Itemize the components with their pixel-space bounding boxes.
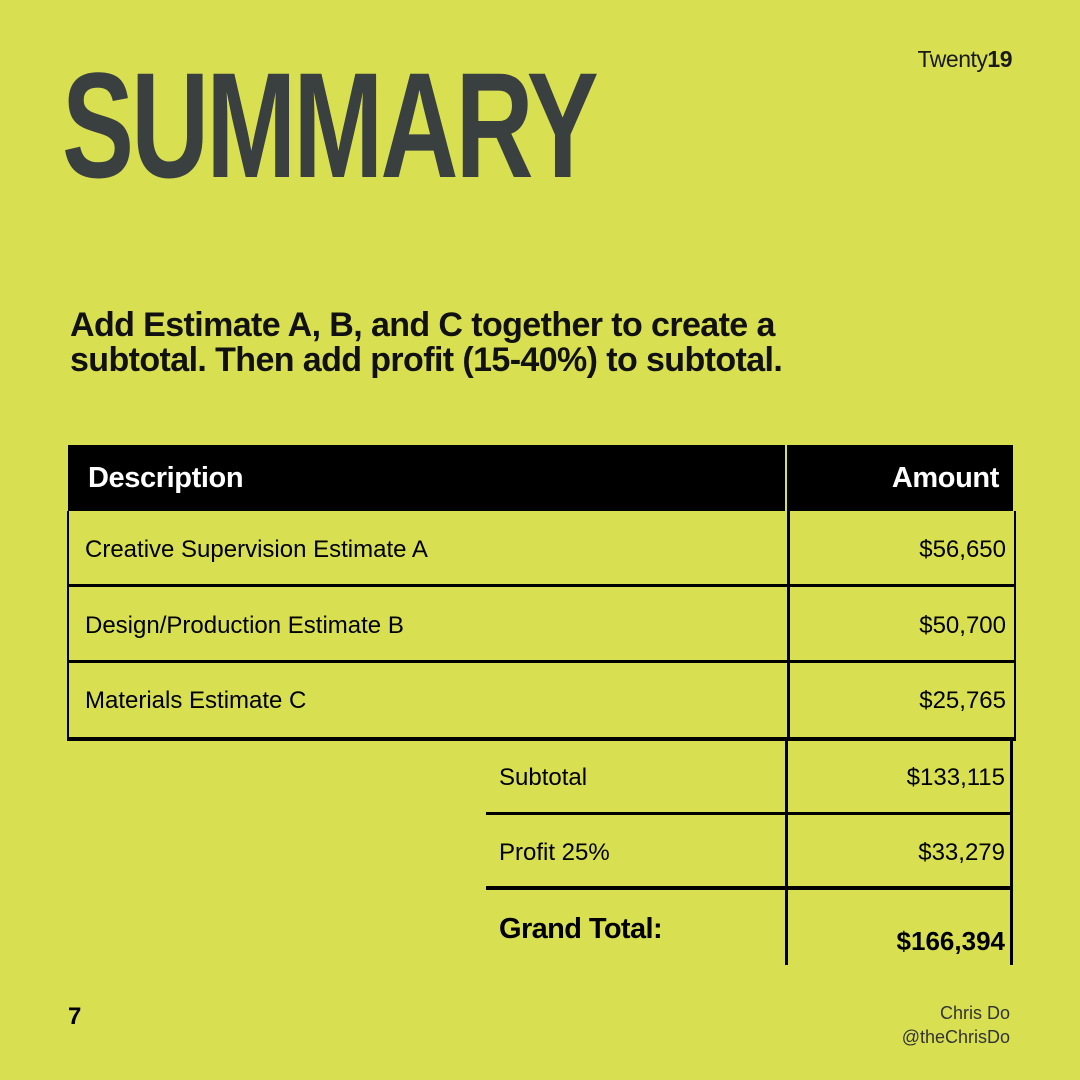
table-row bbox=[69, 662, 1014, 737]
row-description: Design/Production Estimate B bbox=[85, 612, 404, 639]
brand-suffix: 19 bbox=[987, 46, 1012, 72]
grand-total-label: Grand Total: bbox=[499, 913, 663, 945]
grand-total-value: $166,394 bbox=[896, 926, 1005, 956]
page-title: SUMMARY bbox=[62, 41, 596, 209]
page-number: 7 bbox=[68, 1003, 82, 1030]
row-amount: $50,700 bbox=[919, 612, 1006, 639]
profit-value: $33,279 bbox=[918, 839, 1005, 866]
row-amount: $56,650 bbox=[919, 536, 1006, 563]
brand-logo bbox=[860, 46, 1012, 73]
row-amount: $25,765 bbox=[919, 687, 1006, 714]
table-row bbox=[69, 587, 1014, 662]
table-header bbox=[68, 445, 1013, 511]
header-divider bbox=[785, 445, 787, 511]
profit-label: Profit 25% bbox=[499, 839, 610, 866]
author-name: Chris Do bbox=[939, 1003, 1010, 1023]
profit-row bbox=[486, 815, 1013, 887]
intro-text: Add Estimate A, B, and C together to create a subtotal. Then add profit (15-40%) to subtotal. bbox=[70, 306, 783, 379]
author-handle: @theChrisDo bbox=[901, 1027, 1010, 1047]
header-description: Description bbox=[88, 462, 244, 494]
table-body bbox=[67, 511, 1016, 741]
row-description: Materials Estimate C bbox=[85, 687, 307, 714]
subtotal-value: $133,115 bbox=[906, 764, 1005, 791]
row-description: Creative Supervision Estimate A bbox=[85, 536, 428, 563]
subtotal-row bbox=[486, 740, 1013, 813]
brand-prefix: Twenty bbox=[917, 46, 988, 72]
table-row bbox=[69, 511, 1014, 586]
grand-total-row bbox=[486, 890, 1013, 965]
header-amount: Amount bbox=[891, 462, 999, 494]
subtotal-label: Subtotal bbox=[499, 764, 588, 791]
author-credit bbox=[902, 1001, 1010, 1049]
